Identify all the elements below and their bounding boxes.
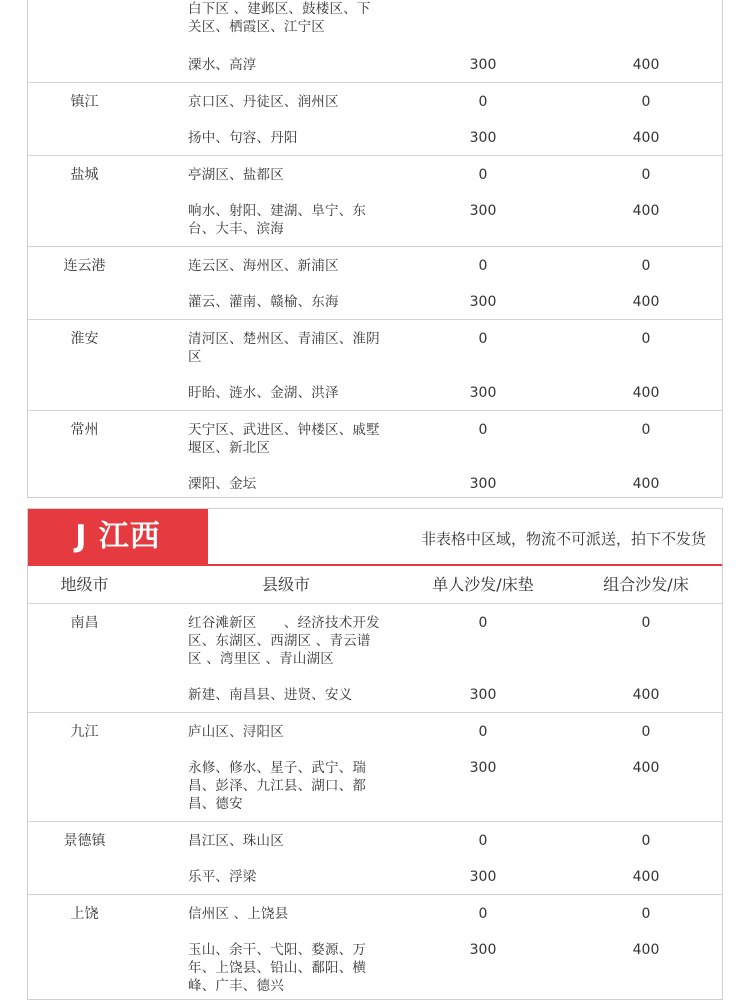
combo-sofa-fee: 0 xyxy=(641,906,651,922)
city-group xyxy=(28,0,722,83)
section-header xyxy=(28,509,722,566)
single-sofa-fee: 300 xyxy=(469,130,497,146)
county-cell: 天宁区、武进区、钟楼区、戚墅堰区、新北区 xyxy=(188,422,380,456)
city-group xyxy=(28,156,722,247)
city-cell: 镇江 xyxy=(70,94,99,110)
county-cell: 庐山区、浔阳区 xyxy=(188,724,284,740)
single-sofa-fee: 300 xyxy=(469,203,497,219)
combo-sofa-fee: 0 xyxy=(641,724,651,740)
single-sofa-fee: 300 xyxy=(469,869,497,885)
county-cell: 昌江区、珠山区 xyxy=(188,833,284,849)
combo-sofa-fee: 0 xyxy=(641,167,651,183)
city-cell: 常州 xyxy=(70,422,99,438)
single-sofa-fee: 300 xyxy=(469,294,497,310)
county-cell: 白下区 、建邺区、鼓楼区、下关区、栖霞区、江宁区 xyxy=(188,1,371,35)
combo-sofa-fee: 0 xyxy=(641,258,651,274)
single-sofa-fee: 0 xyxy=(478,94,488,110)
table-row xyxy=(28,156,722,192)
county-cell: 清河区、楚州区、青浦区、淮阴区 xyxy=(188,331,380,365)
city-cell: 上饶 xyxy=(70,906,99,922)
city-cell: 盐城 xyxy=(70,167,99,183)
county-cell: 红谷滩新区 、经济技术开发区、东湖区、西湖区 、青云谱区 、湾里区 、青山湖区 xyxy=(188,615,380,667)
combo-sofa-fee: 400 xyxy=(632,476,660,492)
column-header-combo: 组合沙发/床 xyxy=(603,575,689,594)
county-cell: 永修、修水、星子、武宁、瑞昌、彭泽、九江县、湖口、都昌、德安 xyxy=(188,760,367,812)
combo-sofa-fee: 400 xyxy=(632,130,660,146)
table-row xyxy=(28,858,722,894)
city-cell: 连云港 xyxy=(63,258,106,274)
city-cell: 淮安 xyxy=(70,331,99,347)
city-group xyxy=(28,320,722,411)
single-sofa-fee: 0 xyxy=(478,615,488,631)
city-group xyxy=(28,822,722,895)
single-sofa-fee: 300 xyxy=(469,57,497,73)
province-tag: J 江西 xyxy=(28,509,208,564)
city-cell: 九江 xyxy=(70,724,99,740)
single-sofa-fee: 0 xyxy=(478,258,488,274)
county-cell: 盱眙、涟水、金湖、洪泽 xyxy=(188,385,339,401)
county-cell: 连云区、海州区、新浦区 xyxy=(188,258,339,274)
single-sofa-fee: 0 xyxy=(478,167,488,183)
county-cell: 新建、南昌县、进贤、安义 xyxy=(188,687,353,703)
city-group xyxy=(28,411,722,501)
combo-sofa-fee: 0 xyxy=(641,833,651,849)
county-cell: 溧阳、金坛 xyxy=(188,476,257,492)
single-sofa-fee: 300 xyxy=(469,942,497,958)
table-row xyxy=(28,320,722,374)
combo-sofa-fee: 400 xyxy=(632,57,660,73)
single-sofa-fee: 0 xyxy=(478,331,488,347)
single-sofa-fee: 300 xyxy=(469,385,497,401)
county-cell: 溧水、高淳 xyxy=(188,57,257,73)
county-cell: 亭湖区、盐都区 xyxy=(188,167,284,183)
table-row xyxy=(28,374,722,410)
combo-sofa-fee: 400 xyxy=(632,760,660,776)
county-cell: 乐平、浮梁 xyxy=(188,869,257,885)
combo-sofa-fee: 400 xyxy=(632,942,660,958)
table-row xyxy=(28,895,722,931)
table-row xyxy=(28,822,722,858)
table-row xyxy=(28,931,722,1003)
delivery-notice: 非表格中区域，物流不可派送，拍下不发货 xyxy=(420,530,706,548)
county-cell: 京口区、丹徒区、润州区 xyxy=(188,94,339,110)
combo-sofa-fee: 400 xyxy=(632,294,660,310)
column-header-row xyxy=(28,566,722,604)
table-row xyxy=(28,749,722,821)
combo-sofa-fee: 0 xyxy=(641,94,651,110)
column-header-city: 地级市 xyxy=(60,575,109,594)
county-cell: 玉山、余干、弋阳、婺源、万年、上饶县、铅山、鄱阳、横峰、广丰、德兴 xyxy=(188,942,367,994)
county-cell: 信州区 、上饶县 xyxy=(188,906,289,922)
combo-sofa-fee: 400 xyxy=(632,687,660,703)
city-group xyxy=(28,247,722,320)
county-cell: 灌云、灌南、赣榆、东海 xyxy=(188,294,339,310)
single-sofa-fee: 300 xyxy=(469,476,497,492)
table-row xyxy=(28,604,722,676)
combo-sofa-fee: 400 xyxy=(632,385,660,401)
single-sofa-fee: 300 xyxy=(469,760,497,776)
single-sofa-fee: 0 xyxy=(478,422,488,438)
county-cell: 响水、射阳、建湖、阜宁、东台、大丰、滨海 xyxy=(188,203,367,237)
single-sofa-fee: 0 xyxy=(478,833,488,849)
table-row xyxy=(28,676,722,712)
table-row xyxy=(28,46,722,82)
table-row xyxy=(28,83,722,119)
city-group xyxy=(28,895,722,1003)
table-row xyxy=(28,192,722,246)
city-group xyxy=(28,83,722,156)
county-cell: 扬中、句容、丹阳 xyxy=(188,130,298,146)
city-group xyxy=(28,713,722,822)
table-row xyxy=(28,0,722,46)
jiangxi-table xyxy=(27,508,723,1000)
combo-sofa-fee: 400 xyxy=(632,869,660,885)
jiangsu-table-continued xyxy=(27,0,723,498)
single-sofa-fee: 0 xyxy=(478,906,488,922)
table-row xyxy=(28,247,722,283)
combo-sofa-fee: 0 xyxy=(641,615,651,631)
combo-sofa-fee: 0 xyxy=(641,331,651,347)
column-header-county: 县级市 xyxy=(261,575,310,594)
column-header-single: 单人沙发/床垫 xyxy=(432,575,534,594)
table-row xyxy=(28,411,722,465)
city-cell: 景德镇 xyxy=(63,833,106,849)
table-row xyxy=(28,465,722,501)
city-group xyxy=(28,604,722,713)
table-row xyxy=(28,713,722,749)
combo-sofa-fee: 400 xyxy=(632,203,660,219)
combo-sofa-fee: 0 xyxy=(641,422,651,438)
city-cell: 南昌 xyxy=(70,615,99,631)
single-sofa-fee: 300 xyxy=(469,687,497,703)
table-row xyxy=(28,283,722,319)
single-sofa-fee: 0 xyxy=(478,724,488,740)
table-row xyxy=(28,119,722,155)
